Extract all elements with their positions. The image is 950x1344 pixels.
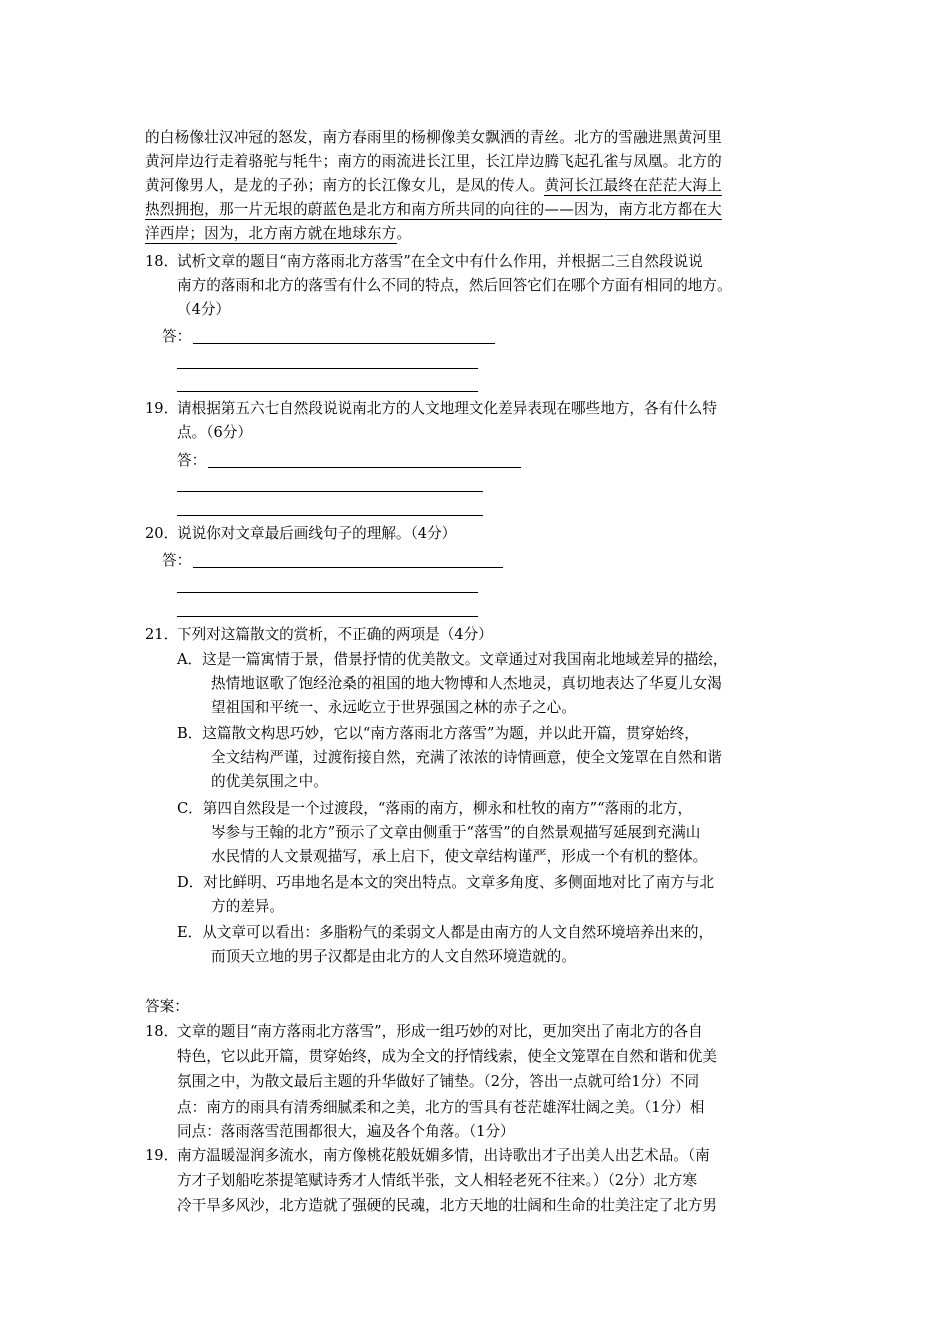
question-text: 说说你对文章最后画线句子的理解。（4分） (177, 525, 457, 542)
question-18 (145, 250, 703, 274)
answer-text: 冷干旱多风沙，北方造就了强硬的民魂，北方天地的壮阔和生命的壮美注定了北方男 (177, 1197, 717, 1214)
answer-blank-line[interactable] (193, 343, 495, 344)
answer-text: 方才子划船吃茶提笔赋诗秀才人情纸半张，文人相轻老死不往来。）（2分）北方寒 (177, 1172, 698, 1189)
passage-text: 黄河像男人，是龙的子孙；南方的长江像女儿，是凤的传人。 (145, 177, 545, 194)
question-text: 请根据第五六七自然段说说南北方的人文地理文化差异表现在哪些地方，各有什么特 (177, 400, 717, 417)
answer-blank-line[interactable] (177, 368, 478, 369)
question-text: 南方的落雨和北方的落雪有什么不同的特点，然后回答它们在哪个方面有相同的地方。 (177, 277, 732, 294)
question-19 (145, 397, 717, 421)
answer-blank-line[interactable] (177, 515, 483, 516)
option-c: C．第四自然段是一个过渡段，“落雨的南方，柳永和杜牧的南方”“落雨的北方， (177, 800, 693, 817)
answer-blank-line[interactable] (177, 592, 478, 593)
answer-number: 18． (145, 1023, 179, 1040)
answer-blank-line[interactable] (193, 567, 503, 568)
option-text: 的优美氛围之中。 (211, 773, 328, 790)
option-text: 水民情的人文景观描写，承上启下，使文章结构谨严，形成一个有机的整体。 (211, 848, 708, 865)
passage-line (145, 198, 722, 222)
answer-text: 同点：落雨落雪范围都很大，遍及各个角落。（1分） (177, 1123, 515, 1140)
underlined-sentence: 黄河长江最终在茫茫大海上 (544, 177, 722, 194)
option-b: B．这篇散文构思巧妙，它以“南方落雨北方落雪”为题，并以此开篇，贯穿始终， (177, 725, 699, 742)
question-20 (145, 522, 456, 546)
answer-19 (145, 1144, 710, 1168)
option-text: 岑参与王翰的北方”预示了文章由侧重于“落雪”的自然景观描写延展到充满山 (211, 824, 701, 841)
option-text: 方的差异。 (211, 898, 284, 915)
option-text: 而顶天立地的男子汉都是由北方的人文自然环境造就的。 (211, 948, 576, 965)
answer-text: 文章的题目“南方落雨北方落雪”，形成一组巧妙的对比，更加突出了南北方的各自 (177, 1023, 703, 1040)
passage-line (145, 174, 722, 198)
passage-line (145, 222, 411, 246)
answer-text: 南方温暖湿润多流水，南方像桃花般妩媚多情，出诗歌出才子出美人出艺术品。（南 (177, 1147, 710, 1164)
answer-blank-line[interactable] (177, 491, 483, 492)
option-text: 热情地讴歌了饱经沧桑的祖国的地大物博和人杰地灵，真切地表达了华夏儿女渴 (211, 675, 722, 692)
question-text: 点。（6分） (177, 424, 252, 441)
underlined-sentence: 热烈拥抱，那一片无垠的蔚蓝色是北方和南方所共同的向往的——因为，南方北方都在大 (145, 201, 722, 218)
option-d: D．对比鲜明、巧串地名是本文的突出特点。文章多角度、多侧面地对比了南方与北 (177, 874, 715, 891)
answer-text: 氛围之中，为散文最后主题的升华做好了铺垫。（2分，答出一点就可给1分）不同 (177, 1073, 700, 1090)
answer-text: 特色，它以此开篇，贯穿始终，成为全文的抒情线索，使全文笼罩在自然和谐和优美 (177, 1048, 717, 1065)
answer-number: 19． (145, 1147, 179, 1164)
answer-blank-line[interactable] (177, 616, 478, 617)
passage-line: 黄河岸边行走着骆驼与牦牛；南方的雨流进长江里，长江岸边腾飞起孔雀与凤凰。北方的 (145, 153, 722, 170)
option-text: 望祖国和平统一、永远屹立于世界强国之林的赤子之心。 (211, 699, 576, 716)
option-text: 全文结构严谨，过渡衔接自然，充满了浓浓的诗情画意，使全文笼罩在自然和谐 (211, 749, 722, 766)
question-number: 20． (145, 525, 179, 542)
passage-text: 。 (396, 225, 412, 242)
question-text: 下列对这篇散文的赏析，不正确的两项是（4分） (177, 626, 493, 643)
question-number: 19． (145, 400, 179, 417)
answer-label: 答： (177, 452, 207, 469)
question-text: 试析文章的题目“南方落雨北方落雪”在全文中有什么作用，并根据二三自然段说说 (177, 253, 703, 270)
question-21 (145, 623, 493, 647)
question-score: （4分） (177, 301, 231, 318)
question-number: 21． (145, 626, 179, 643)
answer-18 (145, 1020, 703, 1044)
answer-blank-line[interactable] (177, 391, 478, 392)
option-a: A．这是一篇寓情于景，借景抒情的优美散文。文章通过对我国南北地域差异的描绘， (177, 651, 728, 668)
option-e: E．从文章可以看出：多脂粉气的柔弱文人都是由南方的人文自然环境培养出来的， (177, 924, 714, 941)
passage-line: 的白杨像壮汉冲冠的怒发，南方春雨里的杨柳像美女飘洒的青丝。北方的雪融进黑黄河里 (145, 129, 722, 146)
underlined-sentence: 洋西岸；因为，北方南方就在地球东方 (145, 225, 397, 242)
answers-heading: 答案： (145, 998, 189, 1015)
answer-label: 答： (162, 328, 192, 345)
answer-label: 答： (162, 552, 192, 569)
question-number: 18． (145, 253, 179, 270)
answer-blank-line[interactable] (208, 467, 521, 468)
answer-text: 点：南方的雨具有清秀细腻柔和之美，北方的雪具有苍茫雄浑壮阔之美。（1分）相 (177, 1099, 705, 1116)
